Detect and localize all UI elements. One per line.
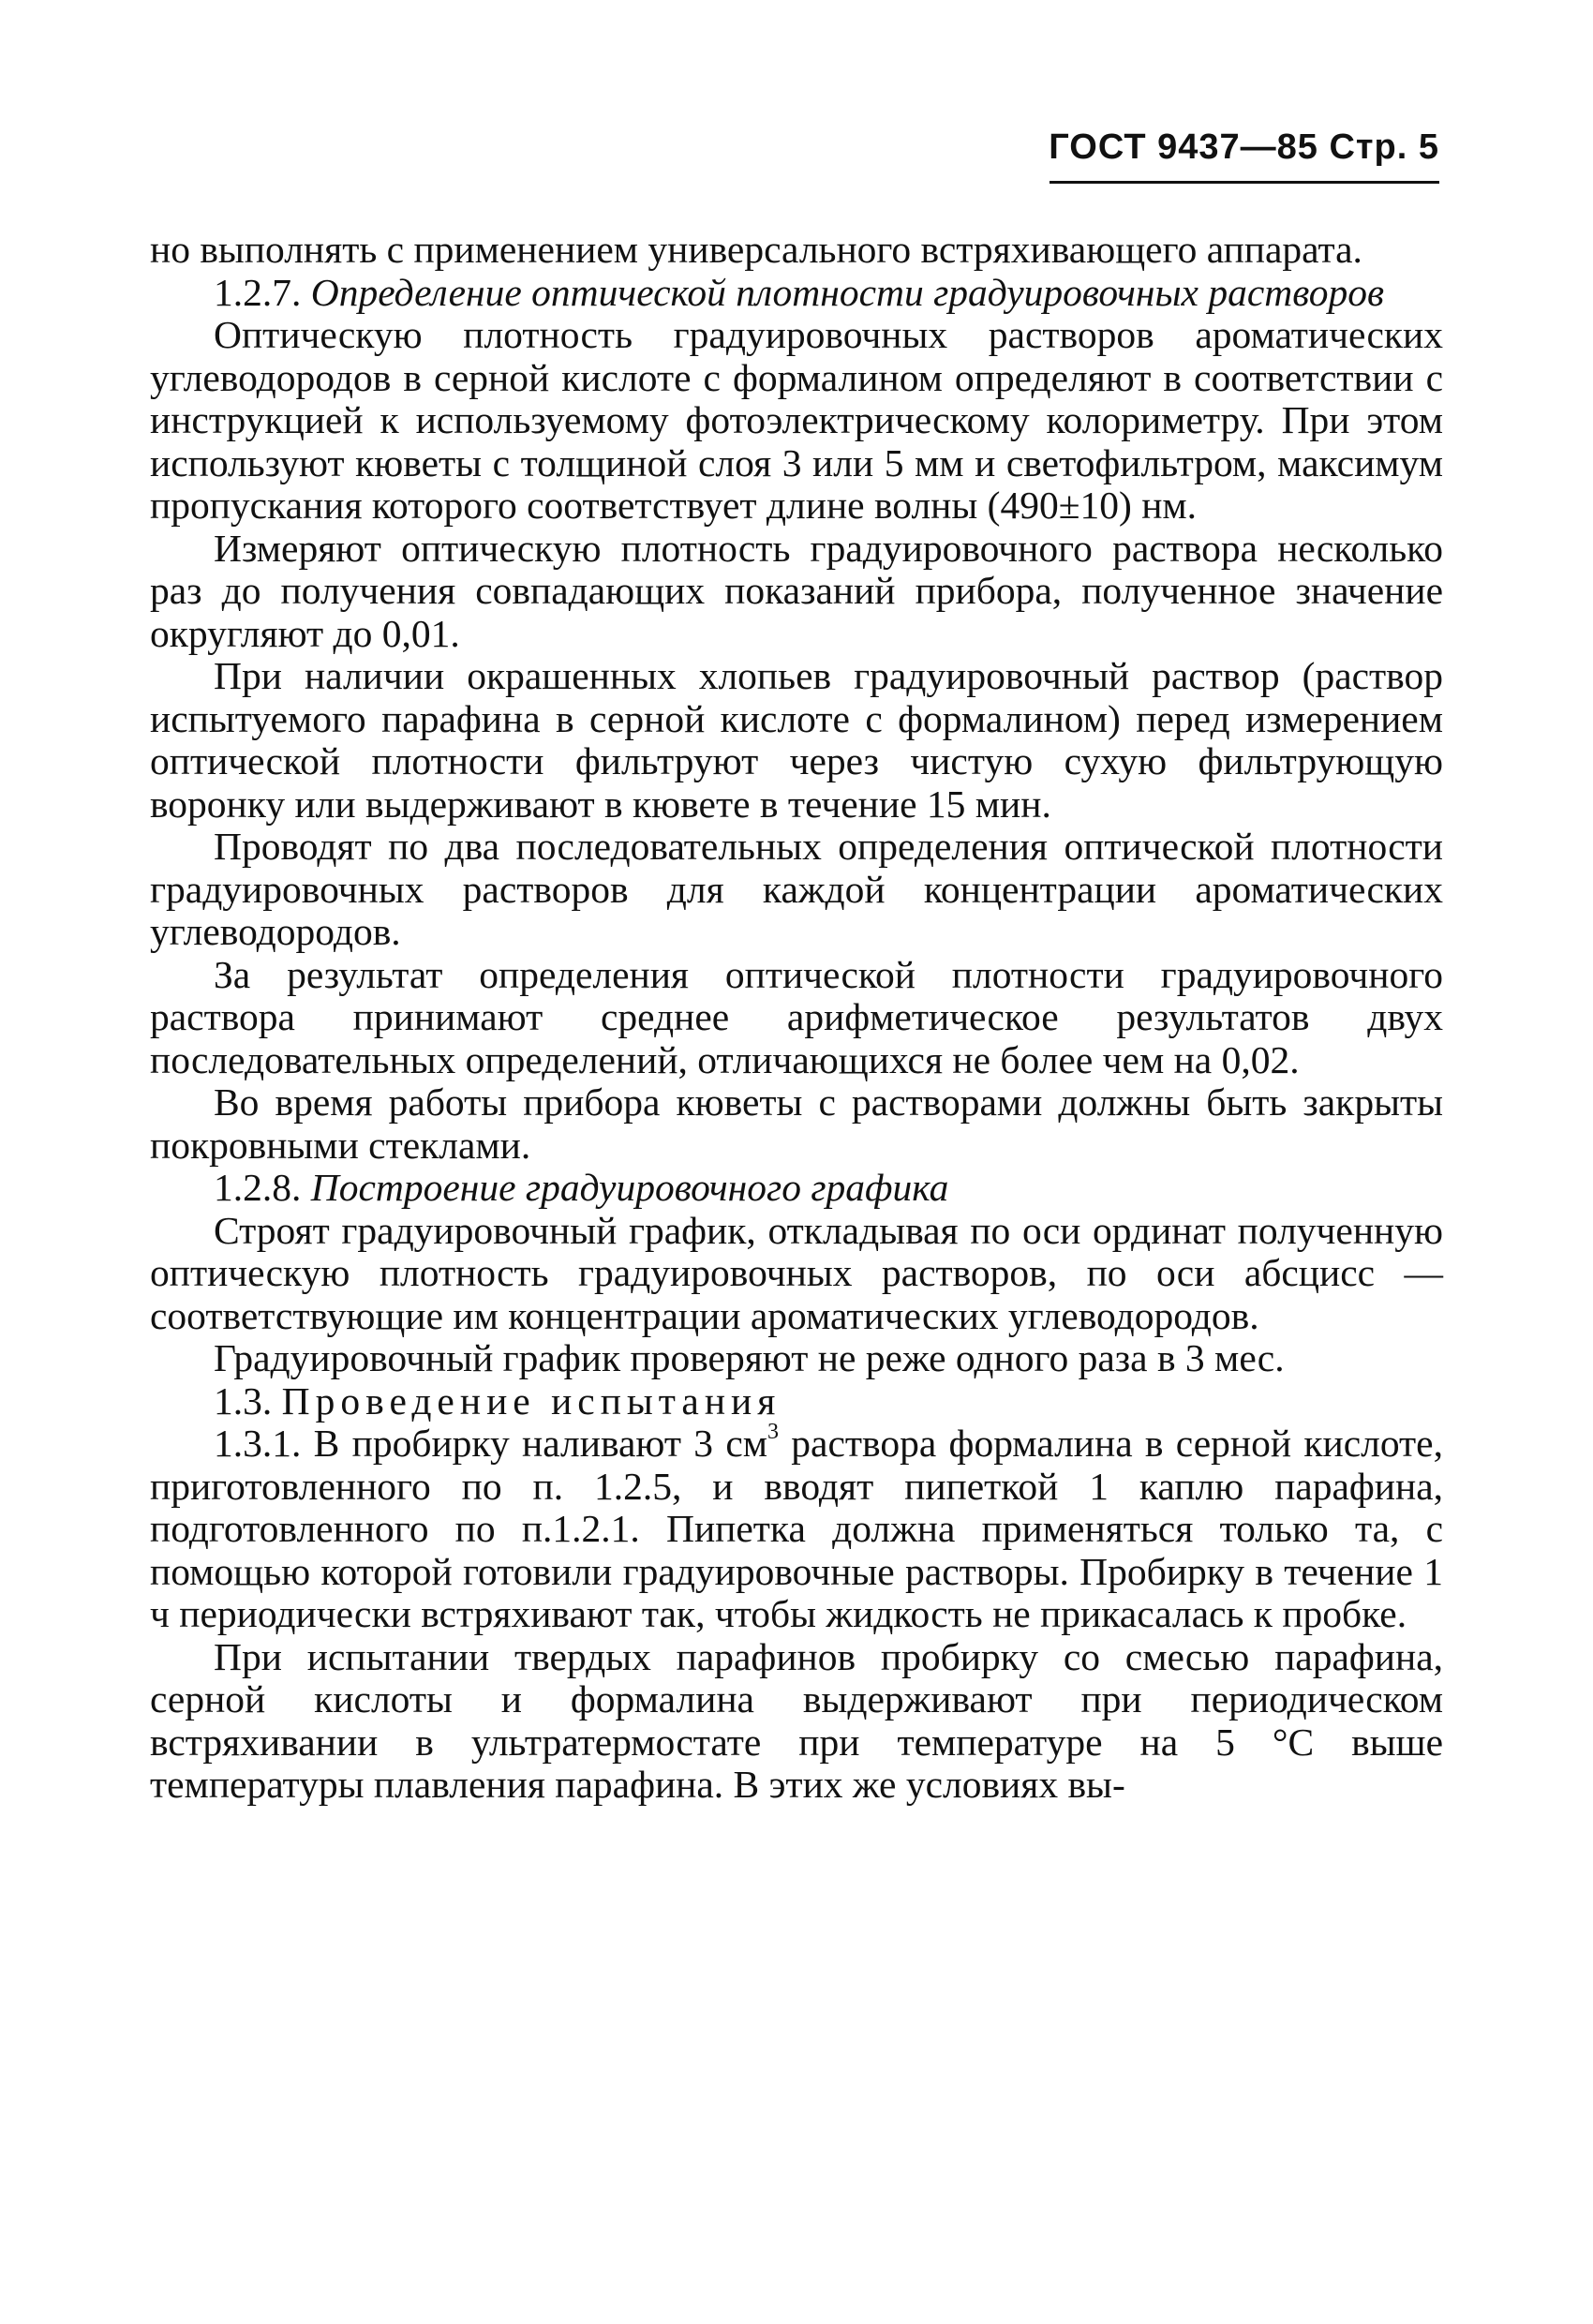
paragraph: Строят градуировочный график, откладывая по оси ординат полученную оптическую плотность градуировочных растворов, по оси абсцисс — соответствующие им концентрации ароматических углеводородов. xyxy=(150,1208,1443,1337)
paragraph: Измеряют оптическую плотность градуировочного раствора несколько раз до получения совпадающих показаний прибора, полученное значение округляют до 0,01. xyxy=(150,526,1443,655)
paragraph: Во время работы прибора кюветы с растворами должны быть закрыты покровными стеклами. xyxy=(150,1080,1443,1167)
paragraph: При испытании твердых парафинов пробирку со смесью парафина, серной кислоты и формалина выдерживают при периодическом встряхивании в ультратермостате при температуре на 5 °С выше температуры плавления парафина. В этих же условиях вы- xyxy=(150,1634,1443,1806)
section-heading-1-2-7 xyxy=(150,272,1443,315)
standard-number: ГОСТ 9437—85 xyxy=(1049,127,1318,167)
page-number: Стр. 5 xyxy=(1329,127,1439,167)
paragraph-continuation: но выполнять с применением универсального встряхивающего аппарата. xyxy=(150,228,1362,271)
page-header xyxy=(1050,127,1439,186)
paragraph: При наличии окрашенных хлопьев градуировочный раствор (раствор испытуемого парафина в серной кислоте с формалином) перед измерением оптической плотности фильтруют через чистую сухую фильтрующую воронку или выдерживают в кювете в течение 15 мин. xyxy=(150,654,1443,826)
section-title: Проведение испытания xyxy=(281,1378,782,1423)
paragraph xyxy=(150,1420,1443,1636)
document-body xyxy=(150,229,1443,1807)
section-number: 1.2.7. xyxy=(214,270,302,314)
section-number: 1.3. xyxy=(214,1378,273,1423)
text-run: 1.3.1. В пробирку наливают 3 см xyxy=(214,1422,768,1465)
section-heading-1-2-8 xyxy=(150,1167,1443,1210)
paragraph: За результат определения оптической плотности градуировочного раствора принимают среднее арифметическое результатов двух последовательных определений, отличающихся не более чем на 0,02. xyxy=(150,952,1443,1081)
text-run: раствора формалина в серной кислоте, приготовленного по п. 1.2.5, и вводят пипеткой 1 каплю парафина, подготовленного по п.1.2.1. Пипетка должна применяться только та, с помощью которой готовили градуировочные растворы. Пробирку в течение 1 ч периодически встряхивают так, чтобы жидкость не прикасалась к пробке. xyxy=(150,1422,1443,1635)
section-number: 1.2.8. xyxy=(214,1166,302,1209)
header-rule xyxy=(1050,181,1439,184)
paragraph: Проводят по два последовательных определения оптической плотности градуировочных растворов для каждой концентрации ароматических углеводородов. xyxy=(150,825,1443,953)
section-heading-1-3 xyxy=(150,1380,1443,1423)
section-title: Построение градуировочного графика xyxy=(310,1166,949,1209)
superscript: 3 xyxy=(767,1420,780,1445)
section-title: Определение оптической плотности градуировочных растворов xyxy=(310,270,1384,314)
paragraph: Градуировочный график проверяют не реже одного раза в 3 мес. xyxy=(214,1336,1285,1379)
paragraph: Оптическую плотность градуировочных растворов ароматических углеводородов в серной кислоте с формалином определяют в соответствии с инструкцией к используемому фотоэлектрическому колориметру. При этом используют кюветы с толщиной слоя 3 или 5 мм и светофильтром, максимум пропускания которого соответствует длине волны (490±10) нм. xyxy=(150,313,1443,527)
running-head xyxy=(1049,127,1439,168)
